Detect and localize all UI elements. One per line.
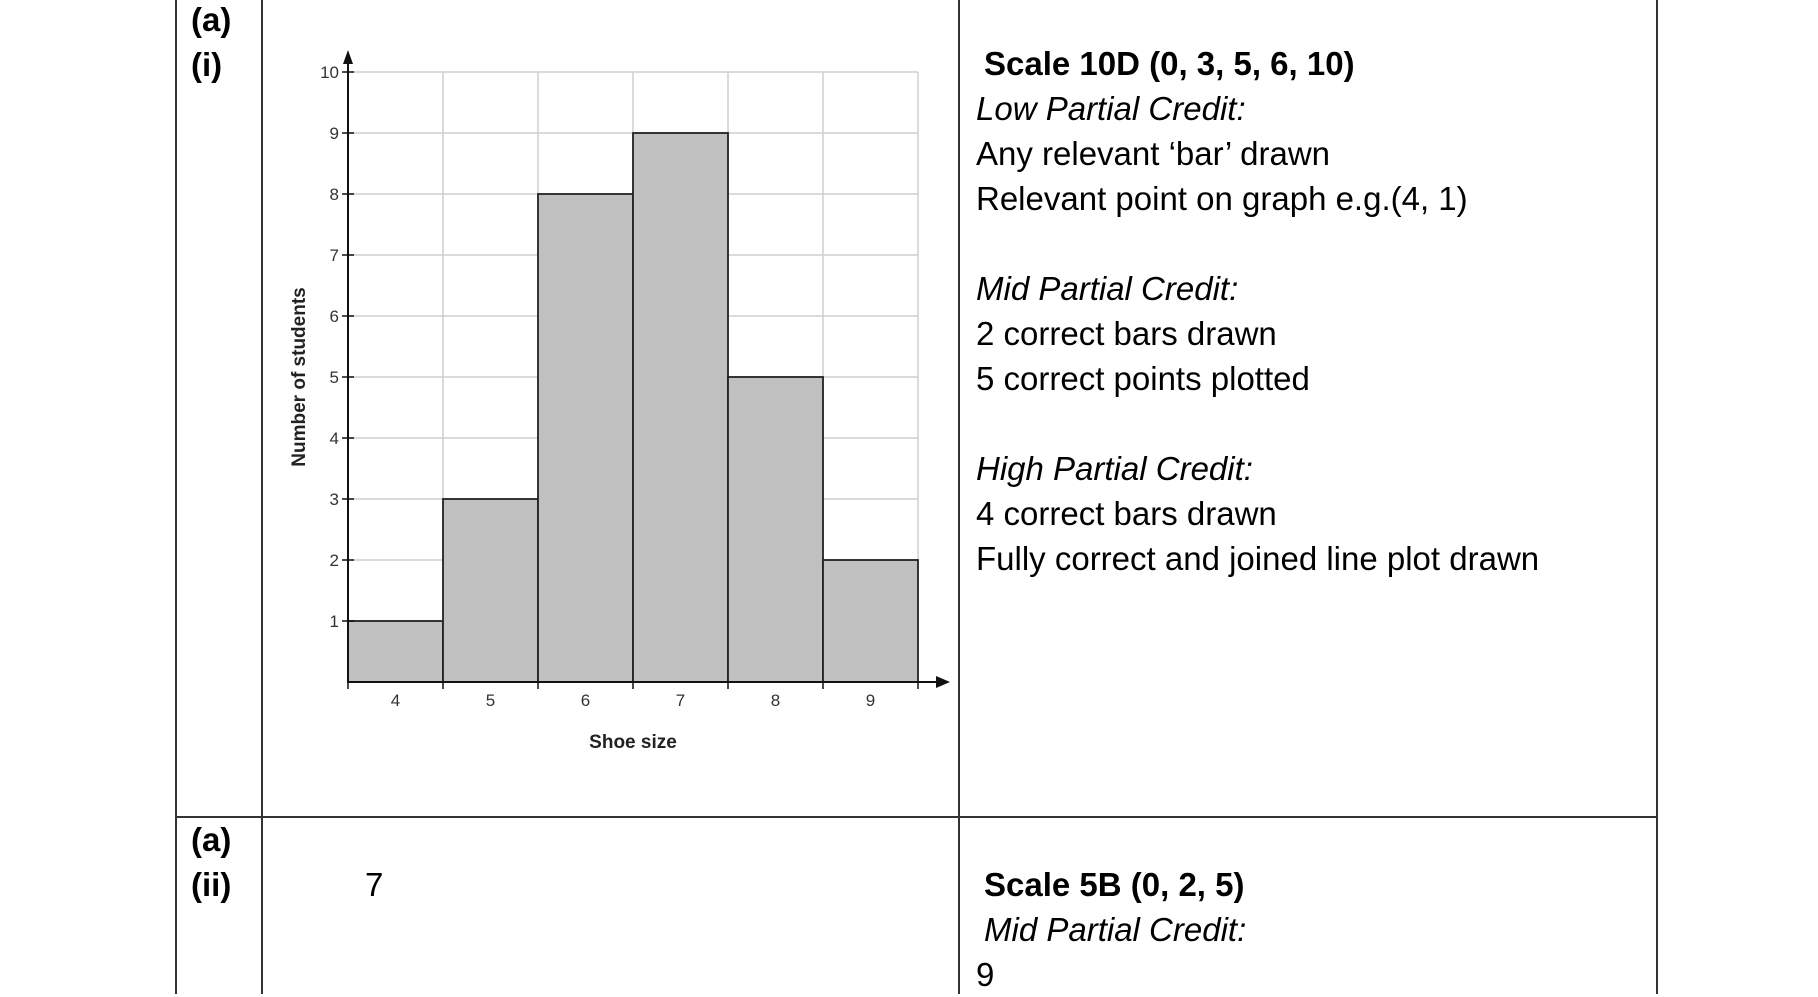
mid-partial-credit-line-2: 5 correct points plotted <box>976 360 1310 397</box>
y-tick-label-7: 7 <box>329 246 339 265</box>
bar-7 <box>633 133 728 682</box>
row-1-part-label <box>191 0 231 87</box>
high-partial-credit-line-1: 4 correct bars drawn <box>976 495 1277 532</box>
scale-heading-2: Scale 5B (0, 2, 5) <box>984 866 1245 903</box>
row-1-marking-scheme <box>976 41 1539 581</box>
row-2-label-a: (a) <box>191 821 232 858</box>
high-partial-credit-title: High Partial Credit: <box>976 450 1253 487</box>
row-1-label-a: (a) <box>191 1 232 38</box>
y-tick-label-9: 9 <box>329 124 339 143</box>
y-tick-label-3: 3 <box>329 490 339 509</box>
x-tick-label-5: 5 <box>485 691 496 710</box>
mid-partial-credit-title: Mid Partial Credit: <box>976 270 1239 307</box>
x-tick-label-8: 8 <box>770 691 781 710</box>
row-1-label-i: (i) <box>191 46 223 83</box>
bar-9 <box>823 560 918 682</box>
y-axis-arrow <box>343 50 353 64</box>
bar-4 <box>348 621 443 682</box>
x-tick-label-7: 7 <box>675 691 686 710</box>
y-axis-title: Number of students <box>289 287 310 467</box>
row-2-label-ii: (ii) <box>191 866 232 903</box>
mid-partial-credit-line-1: 2 correct bars drawn <box>976 315 1277 352</box>
mid-partial-credit-value-2: 9 <box>976 956 995 993</box>
bar-6 <box>538 194 633 682</box>
x-tick-label-9: 9 <box>865 691 876 710</box>
table-border-col1 <box>261 0 263 994</box>
y-tick-label-4: 4 <box>329 429 339 448</box>
y-tick-label-10: 10 <box>320 63 339 82</box>
x-axis-arrow <box>936 676 950 688</box>
x-tick-label-6: 6 <box>580 691 591 710</box>
bar-8 <box>728 377 823 682</box>
y-tick-label-6: 6 <box>329 307 339 326</box>
histogram-chart <box>280 30 960 770</box>
y-tick-label-8: 8 <box>329 185 339 204</box>
table-border-left <box>175 0 177 994</box>
mid-partial-credit-title-2: Mid Partial Credit: <box>984 911 1247 948</box>
low-partial-credit-title: Low Partial Credit: <box>976 90 1246 127</box>
x-axis-title: Shoe size <box>589 732 677 753</box>
high-partial-credit-line-2: Fully correct and joined line plot drawn <box>976 540 1540 577</box>
bar-5 <box>443 499 538 682</box>
row-2-marking-scheme <box>976 862 1246 997</box>
row-2-answer: 7 <box>365 866 384 903</box>
low-partial-credit-line-2: Relevant point on graph e.g.(4, 1) <box>976 180 1468 217</box>
row-2-part-label <box>191 817 231 907</box>
x-tick-label-4: 4 <box>390 691 401 710</box>
low-partial-credit-line-1: Any relevant ‘bar’ drawn <box>976 135 1331 172</box>
table-row-divider <box>175 816 1657 818</box>
table-border-right <box>1656 0 1658 994</box>
histogram-svg <box>280 30 960 770</box>
y-tick-label-1: 1 <box>329 612 339 631</box>
y-tick-label-2: 2 <box>329 551 339 570</box>
y-tick-label-5: 5 <box>329 368 339 387</box>
scale-heading: Scale 10D (0, 3, 5, 6, 10) <box>984 45 1355 82</box>
